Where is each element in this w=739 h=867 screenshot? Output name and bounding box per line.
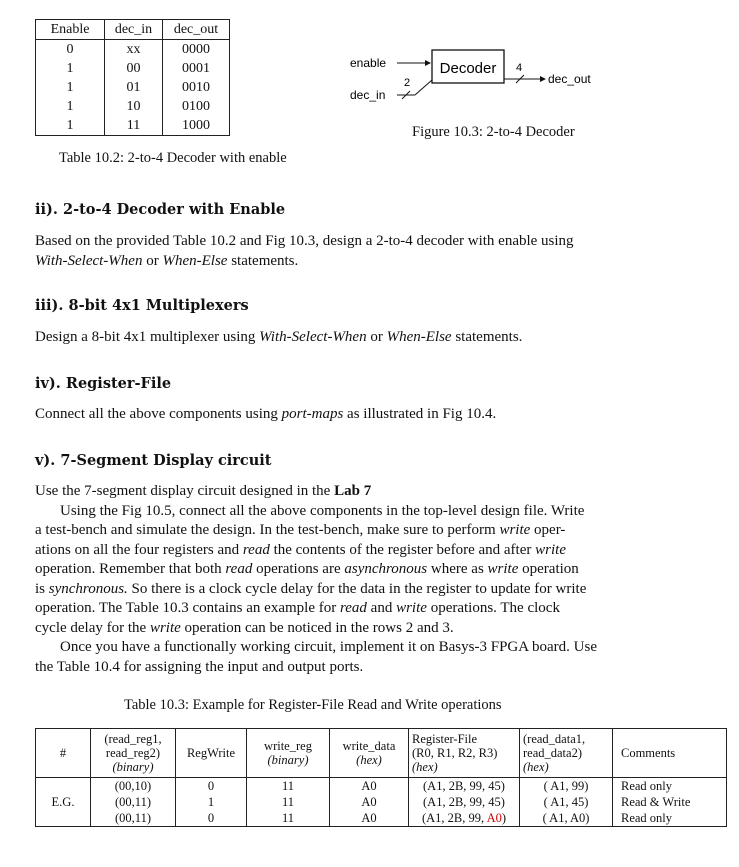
table-row [36, 40, 230, 60]
emph: When-Else [162, 252, 228, 269]
header-line: (hex) [356, 753, 382, 767]
paragraph [35, 232, 735, 271]
text-line [35, 482, 735, 502]
table-row [36, 97, 230, 116]
text-line [35, 521, 735, 541]
enable-label: enable [350, 56, 387, 70]
text: So there is a clock cycle delay for the data in the register to update for write [127, 580, 587, 597]
cell: 1000 [163, 116, 230, 136]
read-data-cell [520, 778, 613, 827]
value: ( A1, 99) [543, 779, 589, 793]
value: 11 [281, 779, 295, 793]
text: Connect all the above components using [35, 406, 282, 422]
text: or [142, 252, 163, 269]
text-line [35, 619, 735, 639]
header-line: (R0, R1, R2, R3) [412, 746, 498, 760]
emph: read [339, 600, 367, 616]
value: Read only [621, 811, 673, 825]
emph: read [242, 541, 270, 558]
value [412, 810, 516, 826]
value: A0 [361, 795, 377, 809]
text: a test-bench and simulate the design. In the test-bench, make sure to perform [35, 522, 500, 538]
value: (A1, 2B, 99, 45) [423, 779, 505, 793]
emph: synchronous. [48, 580, 128, 597]
value: 1 [207, 795, 215, 809]
col-regwrite: RegWrite [176, 729, 247, 778]
text: (A1, 2B, 99, [421, 811, 487, 825]
header-line: (read_reg1, [104, 732, 162, 746]
text: operation. The Table 10.3 contains an example for [35, 600, 340, 616]
text: statements. [451, 329, 523, 345]
section-title: ii). 2-to-4 Decoder with Enable [35, 201, 286, 218]
decoder-table-caption: Table 10.2: 2-to-4 Decoder with enable [59, 150, 287, 166]
value: Read & Write [621, 795, 691, 809]
text-line: Once you have a functionally working circuit, implement it on Basys-3 FPGA board. Use [60, 639, 597, 655]
write-reg-cell [247, 778, 330, 827]
emph: write [149, 619, 181, 636]
value: (00,10) [114, 779, 152, 793]
row-label: E.G. [36, 778, 91, 827]
cell: 1 [36, 59, 105, 78]
col-comments: Comments [613, 729, 727, 778]
read-regs-cell [91, 778, 176, 827]
text-line [35, 580, 735, 600]
comments-cell [613, 778, 727, 827]
table-row [36, 116, 230, 136]
value: (00,11) [115, 811, 151, 825]
dec-in-wire-elbow [415, 80, 432, 95]
text-line [35, 541, 735, 561]
text: where as [427, 561, 488, 577]
text: Design a 8-bit 4x1 multiplexer using [35, 329, 260, 345]
register-file-cell [409, 778, 520, 827]
col-read-regs [91, 729, 176, 778]
table-row [36, 778, 727, 827]
updated-value: A0 [486, 811, 502, 825]
text: operation can be noticed in the rows 2 and 3. [180, 619, 454, 636]
text: and [366, 600, 397, 616]
dec-in-label: dec_in [350, 88, 386, 102]
col-dec-in: dec_in [105, 20, 163, 40]
emph: port-maps [281, 406, 344, 422]
text-line: Based on the provided Table 10.2 and Fig 10.3, design a 2-to-4 decoder with enable using [35, 233, 574, 249]
text: ) [501, 811, 507, 825]
cell: 0000 [163, 40, 230, 60]
register-file-table [35, 728, 727, 827]
cell: 1 [36, 116, 105, 136]
value: (A1, 2B, 99, 45) [423, 795, 505, 809]
col-register-file [409, 729, 520, 778]
header-line: (binary) [267, 753, 309, 767]
paragraph [35, 405, 496, 425]
col-write-reg [247, 729, 330, 778]
decoder-figure [340, 45, 610, 115]
lab-ref: Lab 7 [334, 483, 372, 499]
value: ( A1, 45) [543, 795, 589, 809]
text: is [35, 580, 49, 597]
dec-out-label: dec_out [548, 72, 591, 86]
in-width-label: 2 [404, 77, 411, 89]
value: 11 [281, 811, 295, 825]
paragraph [35, 482, 735, 677]
value: A0 [361, 779, 377, 793]
text: cycle delay for the [35, 619, 150, 636]
value: (00,11) [115, 795, 151, 809]
cell: 00 [105, 59, 163, 78]
col-write-data [330, 729, 409, 778]
cell: 10 [105, 97, 163, 116]
text: ations on all the four registers and [35, 541, 243, 558]
emph: write [499, 522, 531, 538]
value: Read only [621, 779, 673, 793]
value: 0 [207, 811, 215, 825]
text-line: the Table 10.4 for assigning the input and output ports. [35, 658, 364, 675]
value: A0 [361, 811, 377, 825]
text: Use the 7-segment display circuit designed in the [35, 483, 335, 499]
value: ( A1, A0) [542, 811, 590, 825]
emph: write [535, 541, 566, 558]
text-line: Using the Fig 10.5, connect all the above components in the top-level design file. Write [60, 502, 585, 519]
section-title: iv). Register-File [35, 375, 172, 392]
emph: write [487, 561, 519, 577]
text: statements. [227, 252, 299, 269]
cell: 01 [105, 78, 163, 97]
cell: 1 [36, 78, 105, 97]
text: the contents of the register before and after [269, 541, 536, 558]
header-line: (hex) [412, 760, 438, 774]
emph: asynchronous [344, 561, 428, 577]
header-line: write_reg [264, 739, 312, 753]
emph: With-Select-When [35, 252, 143, 269]
text-line [35, 560, 735, 580]
text-line [35, 599, 735, 619]
header-line: (hex) [523, 760, 549, 774]
text: as illustrated in Fig 10.4. [343, 406, 497, 422]
paragraph [35, 328, 522, 348]
text: operation [518, 561, 579, 577]
cell: 0100 [163, 97, 230, 116]
cell: xx [105, 40, 163, 60]
header-line: Register-File [412, 732, 478, 746]
text-line [35, 252, 735, 272]
regwrite-cell [176, 778, 247, 827]
section-title: iii). 8-bit 4x1 Multiplexers [35, 297, 249, 314]
header-line: (read_data1, [523, 732, 586, 746]
emph: read [225, 561, 253, 577]
header-line: write_data [342, 739, 396, 753]
col-read-data [520, 729, 613, 778]
section-title: v). 7-Segment Display circuit [35, 452, 272, 469]
col-dec-out: dec_out [163, 20, 230, 40]
text: operations are [252, 561, 345, 577]
col-hash: # [36, 729, 91, 778]
cell: 0010 [163, 78, 230, 97]
cell: 0001 [163, 59, 230, 78]
cell: 1 [36, 97, 105, 116]
register-table-caption: Table 10.3: Example for Register-File Read and Write operations [124, 697, 502, 713]
col-enable: Enable [36, 20, 105, 40]
table-row [36, 59, 230, 78]
cell: 0 [36, 40, 105, 60]
header-line: (binary) [112, 760, 154, 774]
emph: With-Select-When [259, 329, 367, 345]
write-data-cell [330, 778, 409, 827]
figure-caption: Figure 10.3: 2-to-4 Decoder [412, 124, 575, 140]
emph: write [396, 600, 427, 616]
decoder-truth-table [35, 19, 230, 136]
text: oper- [530, 522, 566, 538]
decoder-label: Decoder [439, 60, 497, 77]
text: operation. Remember that both [35, 561, 226, 577]
value: 11 [281, 795, 295, 809]
emph: When-Else [386, 329, 452, 345]
table-row [36, 78, 230, 97]
cell: 11 [105, 116, 163, 136]
value: 0 [207, 779, 215, 793]
text: or [366, 329, 387, 345]
header-line: read_reg2) [105, 746, 161, 760]
header-line: read_data2) [523, 746, 582, 760]
text: operations. The clock [426, 600, 560, 616]
out-width-label: 4 [516, 62, 523, 74]
